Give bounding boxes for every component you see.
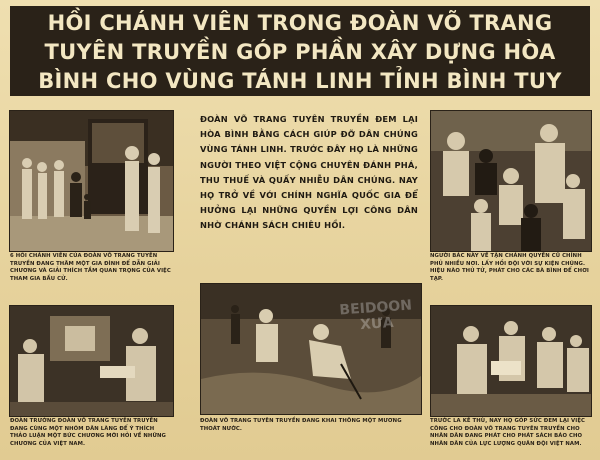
headline-banner — [10, 6, 590, 96]
center-article-text: ĐOÀN VÕ TRANG TUYÊN TRUYỀN ĐEM LẠI HÒA BÌNH BẰNG CÁCH GIÚP ĐỠ DÂN CHÚNG VÙNG TÁNH LINH. TRƯỚC ĐÂY HỌ LÀ NHỮNG NGƯỜI THEO VIỆT CỘNG CHUYÊN ĐÁNH PHÁ, THU THUẾ VÀ QUẤY NHIỄU DÂN CHÚNG. NAY HỌ TRỞ VỀ VỚI CHÍNH NGHĨA QUỐC GIA ĐỂ HƯỞNG LẠI NHỮNG QUYỀN LỢI CÔNG DÂN NHỜ CHÁNH SÁCH CHIÊU HỒI. — [200, 114, 418, 231]
caption-bottom-right: TRƯỚC LA KÊ THÙ, NAY HỌ GÓP SỨC ĐEM LẠI VIỆC CÔNG CHO ĐOÀN VÕ TRANG TUYÊN TRUYỀN CHO NHÂN DÂN ĐANG PHÁT CHO PHÁT SÁCH BÁO CHO NHÂN DÂN CỦA LỰC LƯỢNG QUÂN ĐỘI VIỆT NAM. — [430, 418, 586, 447]
caption-top-left: 6 HỒI CHÁNH VIÊN CỦA ĐOÀN VÕ TRANG TUYÊN TRUYỀN ĐANG THĂM MỘT GIA ĐÌNH ĐỂ DẪN GIẢI CHƯƠNG VÀ GIẢI THÍCH TẦM QUAN TRỌNG CỦA VIỆC THAM GIA BẦU CỬ. — [10, 253, 171, 282]
caption-top-right: NGƯỜI BÁC NÀY VỀ TẬN CHÁNH QUYỀN CŨ CHÍNH PHỦ NHIỀU NƠI. LẤY HỒI ĐỘI VỚI SỰ KIỆN CHÚNG. HIỆU NÀO THỦ TỬ, PHÁT CHO CÁC BÀ BÌNH ĐỂ CHƠI TẠP. — [430, 253, 589, 282]
watermark-logo — [339, 298, 414, 335]
photo-villagers-gathering — [430, 110, 592, 252]
watermark-line-1: BEIDOON — [338, 297, 413, 319]
headline-line-1: HỒI CHÁNH VIÊN TRONG ĐOÀN VÕ TRANG — [47, 11, 553, 35]
photo-family-visit — [9, 110, 174, 252]
headline-line-2: TUYÊN TRUYỀN GÓP PHẦN XÂY DỰNG HÒA — [44, 40, 556, 64]
caption-bottom-middle: ĐOÀN VÕ TRANG TUYÊN TRUYỀN ĐANG KHAI THÔNG MỘT MƯƠNG THOÁT NƯỚC. — [200, 418, 402, 432]
photo-distributing-papers — [430, 305, 592, 417]
watermark-line-2: XƯA — [359, 314, 395, 334]
headline-line-3: BÌNH CHO VÙNG TÁNH LINH TỈNH BÌNH TUY — [38, 69, 562, 93]
caption-bottom-left: ĐOÀN TRƯỞNG ĐOÀN VÕ TRANG TUYÊN TRUYỀN ĐANG CÙNG MỘT NHÓM DÂN LÀNG ĐỂ Ý THÍCH THẢO LUẬN MỘT BỨC CHƯƠNG MỚI HỎI VỀ NHỮNG CHƯƠNG CỦA VIỆT NAM. — [10, 418, 166, 447]
photo-village-meeting — [9, 305, 174, 417]
